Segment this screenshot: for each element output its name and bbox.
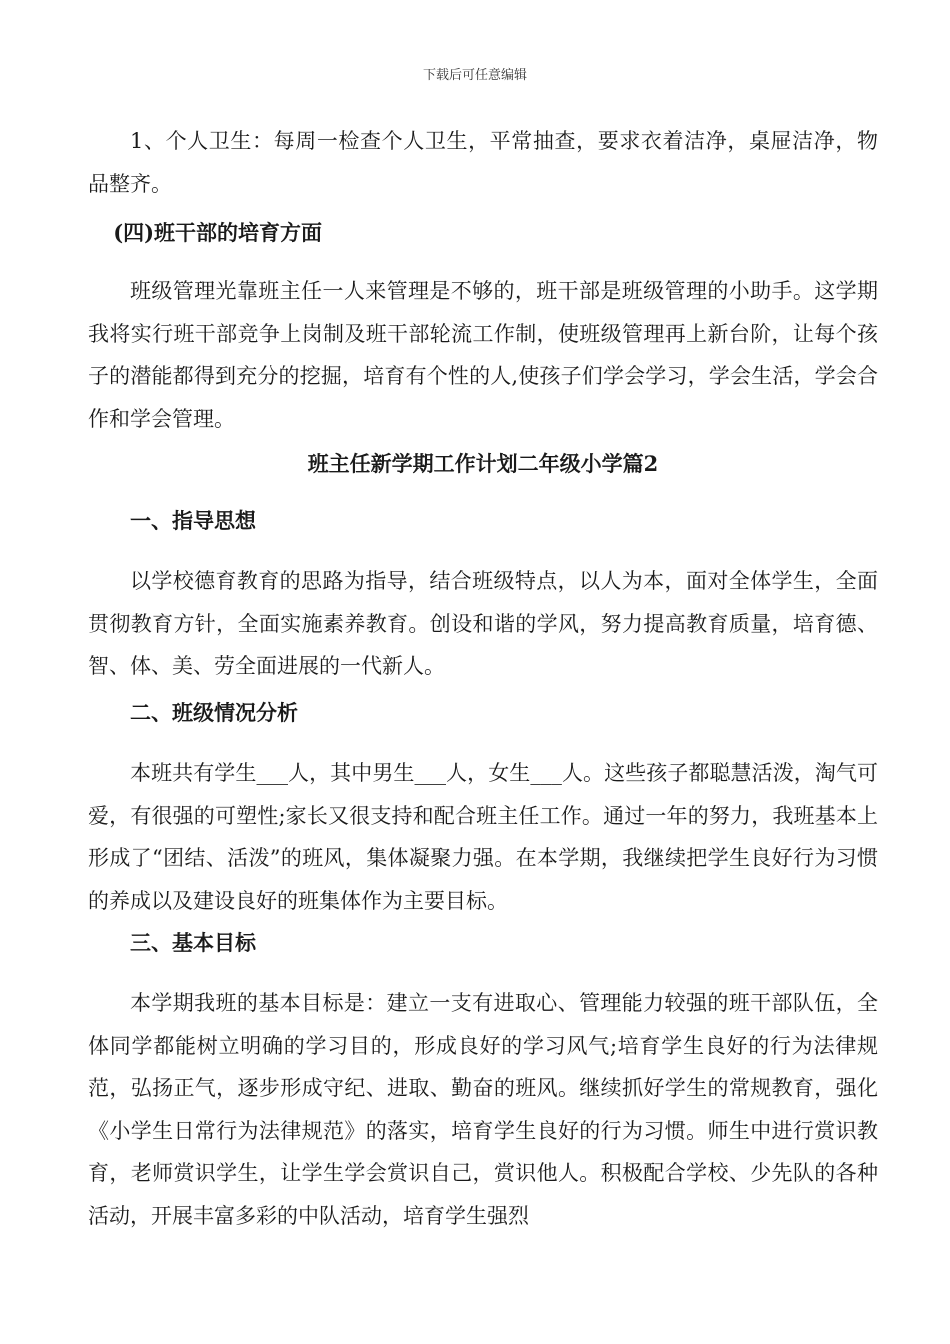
section-heading: 一、指导思想: [130, 508, 256, 533]
heading-class-analysis: [88, 692, 878, 735]
heading-basic-goals: [88, 922, 878, 965]
section-heading: 三、基本目标: [130, 930, 256, 955]
paragraph-text: 以学校德育教育的思路为指导，结合班级特点，以人为本，面对全体学生，全面贯彻教育方针，全面实施素养教育。创设和谐的学风，努力提高教育质量，培育德、智、体、美、劳全面进展的一代新人。: [88, 569, 878, 678]
paragraph-class-management: [88, 270, 878, 440]
heading-guiding-ideology: [88, 500, 878, 543]
paragraph-text: 1、个人卫生：每周一检查个人卫生，平常抽查，要求衣着洁净，桌屉洁净，物品整齐。: [88, 129, 878, 196]
document-title: [88, 443, 878, 486]
section-heading: 二、班级情况分析: [130, 700, 298, 725]
heading-class-cadre: [88, 212, 878, 255]
paragraph-text: 班级管理光靠班主任一人来管理是不够的，班干部是班级管理的小助手。这学期我将实行班干部竞争上岗制及班干部轮流工作制，使班级管理再上新台阶，让每个孩子的潜能都得到充分的挖掘，培育有个性的人,使孩子们学会学习，学会生活，学会合作和学会管理。: [88, 279, 878, 431]
paragraph-guiding-ideology: [88, 560, 878, 688]
paragraph-personal-hygiene: [88, 120, 878, 205]
paragraph-basic-goals: [88, 982, 878, 1237]
paragraph-class-analysis: [88, 752, 878, 922]
paragraph-text: 本班共有学生___人，其中男生___人，女生___人。这些孩子都聪慧活泼，淘气可爱，有很强的可塑性;家长又很支持和配合班主任工作。通过一年的努力，我班基本上形成了“团结、活泼”的班风，集体凝聚力强。在本学期，我继续把学生良好行为习惯的养成以及建设良好的班集体作为主要目标。: [88, 761, 878, 913]
page-header: 下载后可任意编辑: [422, 68, 527, 83]
paragraph-text: 本学期我班的基本目标是：建立一支有进取心、管理能力较强的班干部队伍，全体同学都能树立明确的学习目的，形成良好的学习风气;培育学生良好的行为法律规范，弘扬正气，逐步形成守纪、进取、勤奋的班风。继续抓好学生的常规教育，强化《小学生日常行为法律规范》的落实，培育学生良好的行为习惯。师生中进行赏识教育，老师赏识学生，让学生学会赏识自己，赏识他人。积极配合学校、少先队的各种活动，开展丰富多彩的中队活动，培育学生强烈: [88, 991, 878, 1228]
section-heading: (四)班干部的培育方面: [113, 220, 323, 245]
article-title: 班主任新学期工作计划二年级小学篇2: [307, 451, 659, 476]
